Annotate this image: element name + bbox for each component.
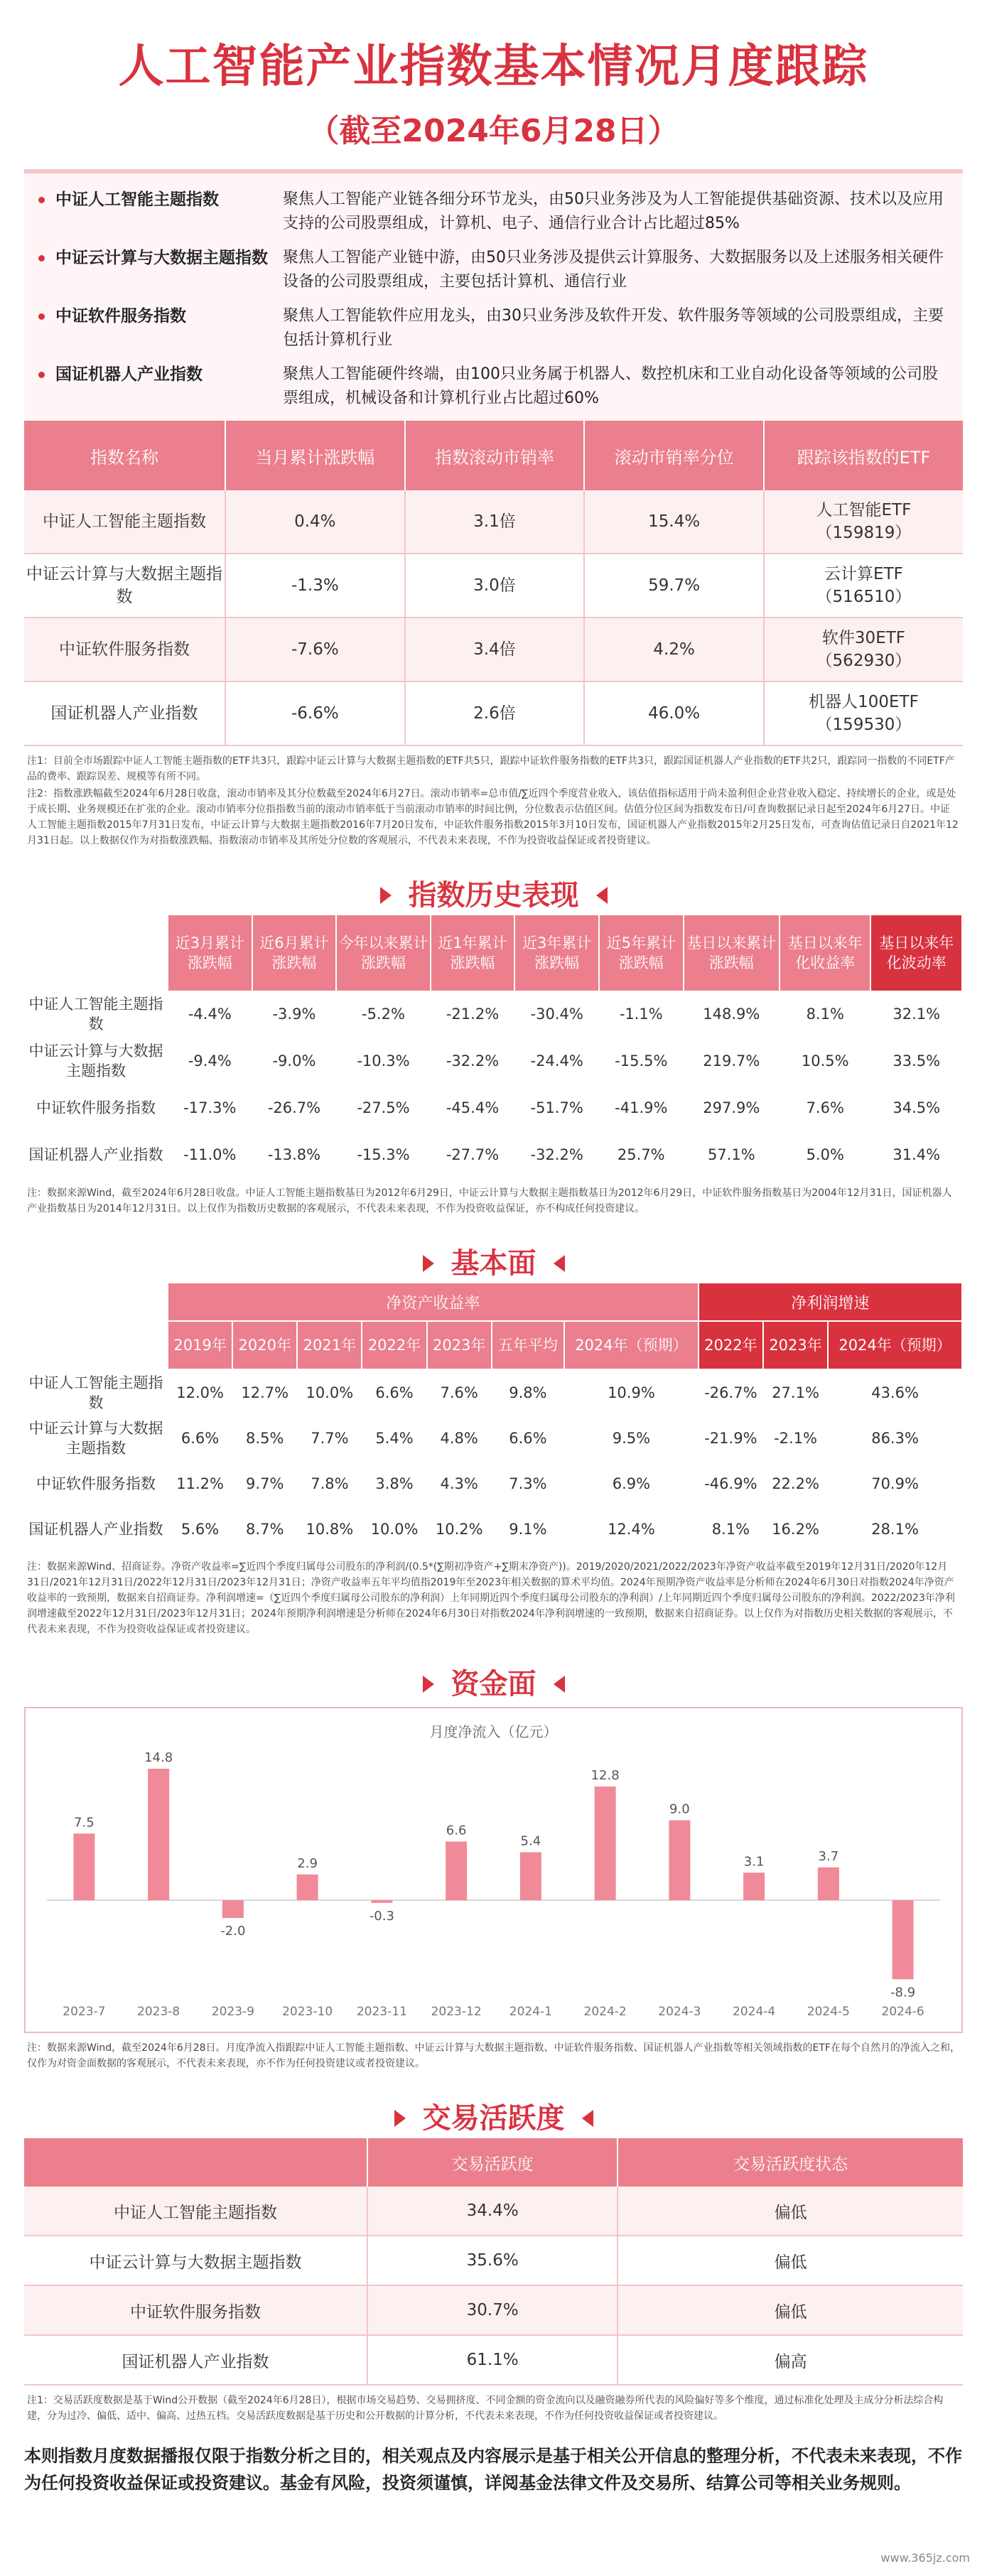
profit-growth-group-header: 净利润增速 xyxy=(699,1283,962,1321)
disclaimer: 本则指数月度数据播报仅限于指数分析之目的，相关观点及内容展示是基于相关公开信息的整理分析，不代表未来表现，不作为任何投资收益保证或投资建议。基金有风险，投资须谨慎，详阅基金法律文件及交易所、结算公司等相关业务规则。 xyxy=(24,2446,962,2493)
etf-code: （159530） xyxy=(816,716,912,734)
table-row xyxy=(24,1131,962,1178)
fundamental-value: 8.5% xyxy=(246,1430,284,1447)
page-subtitle: （截至2024年6月28日） xyxy=(308,113,679,149)
fundamental-value: 27.1% xyxy=(772,1384,819,1401)
ps-percentile: 4.2% xyxy=(584,618,764,681)
overview-header-cell: 跟踪该指数的ETF xyxy=(764,421,963,490)
chart-data-label: 14.8 xyxy=(144,1750,173,1765)
activity-state: 偏高 xyxy=(617,2335,963,2385)
intro-name: 中证云计算与大数据主题指数 xyxy=(38,246,283,294)
fundamentals-note: 注：数据来源Wind、招商证券。净资产收益率=∑近四个季度归属母公司股东的净利润/(0.5*(∑期初净资产+∑期末净资产))。2019/2020/2021/2022/2023年净资产收益率截至2019年12月31日/2020年12月31日/2021年12月31日/2022年12月31日/2023年12月31日；净资产收益率五年平均值指2019年至2023年相关数据的算术平均值。2024年预期净资产收益率是分析师在2024年6月30日对指数2024年净资产收益率的一致预期，数据来自招商证券。净利润增速=（∑近四个季度归属母公司股东的净利润）上年同期近四个季度归属母公司股东的净利润）/上年同期近四个季度归属母公司股东的净利润。2022/2023年净利润增速截至2022年12月31日/2023年12月31日；2024年预期净利润增速是分析师在2024年6月30日对指数2024年净利润增速的一致预期，数据来自招商证券。以上仅作为对指数历史相关数据的客观展示，不代表未来表现，不作为投资收益保证或者投资建议。 xyxy=(27,1561,955,1635)
chart-data-label: -0.3 xyxy=(369,1908,394,1924)
history-value: -5.2% xyxy=(362,1006,405,1023)
section-fundamentals-title: 基本面 xyxy=(423,1241,565,1281)
fundamental-value: 9.7% xyxy=(246,1475,284,1492)
ps-ratio: 3.1倍 xyxy=(405,490,585,554)
monthly-change: 0.4% xyxy=(225,490,405,554)
fund-flow-chart-svg xyxy=(26,1708,961,2029)
section-activity xyxy=(24,2096,963,2138)
ps-ratio: 3.0倍 xyxy=(405,554,585,618)
index-name: 中证人工智能主题指数 xyxy=(28,996,163,1033)
ps-percentile: 46.0% xyxy=(584,681,764,745)
activity-value: 35.6% xyxy=(367,2236,617,2285)
table-row xyxy=(24,490,963,554)
chart-tick-label: 2024-6 xyxy=(881,2005,924,2019)
fundamental-value: 5.6% xyxy=(180,1521,220,1538)
intro-name: 中证软件服务指数 xyxy=(38,304,283,352)
chart-bar xyxy=(446,1842,467,1901)
index-name: 中证云计算与大数据主题指数 xyxy=(24,1038,168,1084)
history-value: -26.7% xyxy=(267,1099,321,1116)
fundamental-value: 8.1% xyxy=(711,1521,750,1538)
chart-bar xyxy=(371,1900,392,1903)
history-value: -15.3% xyxy=(336,1131,430,1178)
roe-year-header: 五年平均 xyxy=(492,1321,564,1369)
section-history xyxy=(24,873,963,915)
fundamental-value: 10.2% xyxy=(435,1521,483,1538)
history-header-cell: 基日以来累计涨跌幅 xyxy=(684,915,780,991)
history-value: 8.1% xyxy=(806,1006,844,1023)
activity-state: 偏低 xyxy=(617,2187,963,2236)
history-header-cell: 基日以来年化波动率 xyxy=(870,915,962,991)
fundamental-value: 7.3% xyxy=(509,1475,547,1492)
etf-code: （516510） xyxy=(816,588,912,606)
etf-name: 云计算ETF xyxy=(824,565,903,583)
index-name: 中证云计算与大数据主题指数 xyxy=(28,1420,163,1457)
history-value: -11.0% xyxy=(168,1131,252,1178)
growth-year-header: 2022年 xyxy=(699,1321,763,1369)
fundamental-value: -21.9% xyxy=(704,1430,757,1447)
monthly-change: -1.3% xyxy=(225,554,405,618)
index-intro xyxy=(24,169,963,421)
history-header-cell: 近5年累计涨跌幅 xyxy=(599,915,684,991)
ps-percentile: 59.7% xyxy=(584,554,764,618)
fundamental-value: -46.9% xyxy=(704,1475,757,1492)
history-header-cell: 近1年累计涨跌幅 xyxy=(431,915,515,991)
etf-cell xyxy=(764,618,963,681)
history-value: -45.4% xyxy=(446,1099,500,1116)
index-name: 国证机器人产业指数 xyxy=(24,2335,367,2385)
intro-name: 中证人工智能主题指数 xyxy=(38,188,283,236)
ps-ratio: 2.6倍 xyxy=(405,681,585,745)
index-name: 中证人工智能主题指数 xyxy=(24,490,225,554)
history-value: -17.3% xyxy=(183,1099,237,1116)
history-header-cell: 今年以来累计涨跌幅 xyxy=(336,915,430,991)
history-value: 25.7% xyxy=(599,1131,684,1178)
roe-year-header: 2024年（预期） xyxy=(564,1321,699,1369)
chart-tick-label: 2024-4 xyxy=(733,2005,776,2019)
overview-header-cell: 指数名称 xyxy=(24,421,225,490)
fundamentals-group-row xyxy=(24,1283,962,1321)
fundamental-value: -26.7% xyxy=(704,1384,757,1401)
chart-bar xyxy=(669,1821,690,1901)
chart-title: 月度净流入（亿元） xyxy=(429,1723,558,1740)
overview-table xyxy=(24,421,963,746)
index-name: 中证人工智能主题指数 xyxy=(24,2187,367,2236)
intro-row xyxy=(24,183,963,242)
index-name: 中证软件服务指数 xyxy=(24,618,225,681)
fundamental-value: 4.3% xyxy=(440,1475,478,1492)
activity-state: 偏低 xyxy=(617,2236,963,2285)
fundamental-value: 9.8% xyxy=(509,1384,547,1401)
watermark: www.365jz.com xyxy=(880,2551,970,2565)
header xyxy=(24,0,963,151)
history-header-cell: 近3月累计涨跌幅 xyxy=(168,915,252,991)
history-value: -30.4% xyxy=(530,1006,583,1023)
page-title: 人工智能产业指数基本情况月度跟踪 xyxy=(118,41,869,93)
history-header-cell: 近3年累计涨跌幅 xyxy=(514,915,599,991)
etf-cell xyxy=(764,681,963,745)
fundamental-value: 3.8% xyxy=(375,1475,414,1492)
etf-name: 机器人100ETF xyxy=(809,693,919,711)
fundamentals-header-blank xyxy=(24,1283,168,1369)
chart-data-label: 9.0 xyxy=(669,1801,690,1817)
chart-tick-label: 2023-9 xyxy=(211,2005,254,2019)
intro-desc: 聚焦人工智能产业链中游，由50只业务涉及提供云计算服务、大数据服务以及上述服务相关硬件设备的公司股票组成，主要包括计算机、通信行业 xyxy=(283,249,944,291)
fundamental-value: 43.6% xyxy=(871,1384,919,1401)
fundamental-value: 7.8% xyxy=(311,1475,349,1492)
chart-bar xyxy=(73,1833,95,1900)
chart-bar xyxy=(148,1769,169,1900)
chart-data-label: 12.8 xyxy=(590,1768,620,1783)
ps-percentile: 15.4% xyxy=(584,490,764,554)
activity-header-row xyxy=(24,2138,963,2187)
fundamental-value: 11.2% xyxy=(176,1475,224,1492)
chart-bar xyxy=(892,1900,914,1979)
chart-tick-label: 2024-3 xyxy=(658,2005,701,2019)
fundamental-value: 10.8% xyxy=(306,1521,354,1538)
history-value: -32.2% xyxy=(431,1038,515,1084)
history-value: 7.6% xyxy=(806,1099,844,1116)
chart-bar xyxy=(818,1868,839,1900)
history-value: 148.9% xyxy=(703,1006,760,1023)
intro-row xyxy=(24,358,963,416)
intro-desc: 聚焦人工智能软件应用龙头，由30只业务涉及软件开发、软件服务等领域的公司股票组成，主要包括计算机行业 xyxy=(283,307,944,349)
section-history-title: 指数历史表现 xyxy=(380,873,608,913)
chart-data-label: -8.9 xyxy=(890,1985,916,2000)
fundamental-value: 10.0% xyxy=(370,1521,419,1538)
overview-header-cell: 指数滚动市销率 xyxy=(405,421,585,490)
activity-note: 注1：交易活跃度数据是基于Wind公开数据（截至2024年6月28日），根据市场交易趋势、交易拥挤度、不同金额的资金流向以及融资融券所代表的风险偏好等多个维度，通过标准化处理及主成分分析法综合构建，分为过冷、偏低、适中、偏高、过热五档。交易活跃度数据是基于历史和公开数据的计算分析，不代表未来表现，不作为任何投资收益保证或者投资建议。 xyxy=(27,2395,944,2422)
history-value: -51.7% xyxy=(530,1099,583,1116)
history-value: 33.5% xyxy=(870,1038,962,1084)
chart-data-label: -2.0 xyxy=(220,1924,246,1939)
fundamental-value: 6.6% xyxy=(180,1430,220,1447)
table-row xyxy=(24,681,963,745)
chart-data-label: 3.7 xyxy=(818,1848,839,1864)
history-value: -24.4% xyxy=(514,1038,599,1084)
section-fundamentals xyxy=(24,1241,963,1283)
chart-bar xyxy=(222,1900,244,1918)
fundamental-value: 12.0% xyxy=(176,1384,224,1401)
history-value: -41.9% xyxy=(615,1099,668,1116)
history-value: -3.9% xyxy=(272,1006,316,1023)
history-header-row xyxy=(24,915,962,991)
chart-tick-label: 2023-7 xyxy=(63,2005,106,2019)
fundamental-value: 86.3% xyxy=(871,1430,919,1447)
chart-tick-label: 2024-2 xyxy=(583,2005,627,2019)
fundamental-value: 6.9% xyxy=(612,1475,651,1492)
etf-cell xyxy=(764,554,963,618)
history-table xyxy=(24,915,963,1178)
activity-value: 30.7% xyxy=(367,2285,617,2335)
etf-name: 软件30ETF xyxy=(821,629,905,647)
overview-note-1: 注1：目前全市场跟踪中证人工智能主题指数的ETF共3只，跟踪中证云计算与大数据主题指数的ETF共5只，跟踪中证软件服务指数的ETF共3只，跟踪国证机器人产业指数的ETF共2只，跟踪同一指数的不同ETF产品的费率、跟踪误差、规模等有所不同。 xyxy=(27,755,955,782)
fundamental-value: 6.6% xyxy=(509,1430,547,1447)
table-row xyxy=(24,554,963,618)
fundamental-value: 10.9% xyxy=(608,1384,655,1401)
growth-year-header: 2024年（预期） xyxy=(828,1321,962,1369)
chart-bar xyxy=(743,1872,765,1900)
history-value: 10.5% xyxy=(780,1038,870,1084)
chart-bar xyxy=(595,1787,616,1900)
table-row xyxy=(24,2335,963,2385)
history-value: 32.1% xyxy=(892,1006,941,1023)
index-name: 国证机器人产业指数 xyxy=(28,1521,163,1538)
fundamental-value: 4.8% xyxy=(440,1430,478,1447)
chart-bar xyxy=(297,1875,318,1900)
history-header-blank xyxy=(24,915,168,991)
intro-row xyxy=(24,300,963,358)
intro-row xyxy=(24,242,963,300)
funds-note: 注：数据来源Wind，截至2024年6月28日。月度净流入指跟踪中证人工智能主题指数、中证云计算与大数据主题指数、中证软件服务指数、国证机器人产业指数等相关领域指数的ETF在每个自然月的净流入之和，仅作为对资金面数据的客观展示，不代表未来表现，亦不作为任何投资建议或者投资建议。 xyxy=(27,2042,960,2069)
history-value: -15.5% xyxy=(599,1038,684,1084)
history-value: -21.2% xyxy=(446,1006,500,1023)
chart-tick-label: 2023-8 xyxy=(137,2005,180,2019)
growth-year-header: 2023年 xyxy=(763,1321,828,1369)
chart-data-label: 7.5 xyxy=(74,1815,95,1831)
table-row xyxy=(24,1461,962,1507)
overview-header-row xyxy=(24,421,963,490)
roe-group-header: 净资产收益率 xyxy=(168,1283,699,1321)
chart-data-label: 2.9 xyxy=(297,1855,318,1871)
roe-year-header: 2020年 xyxy=(232,1321,297,1369)
fundamental-value: 16.2% xyxy=(772,1521,819,1538)
section-funds-title: 资金面 xyxy=(423,1661,565,1702)
fundamental-value: 28.1% xyxy=(871,1521,919,1538)
chart-data-label: 5.4 xyxy=(520,1833,541,1849)
table-row xyxy=(24,2187,963,2236)
ps-ratio: 3.4倍 xyxy=(405,618,585,681)
index-name: 中证软件服务指数 xyxy=(36,1475,156,1492)
history-value: -10.3% xyxy=(336,1038,430,1084)
fundamental-value: 9.5% xyxy=(612,1430,651,1447)
history-value: 34.5% xyxy=(892,1099,941,1116)
activity-header-cell: 交易活跃度状态 xyxy=(617,2138,963,2187)
fundamental-value: 70.9% xyxy=(871,1475,919,1492)
index-name: 中证云计算与大数据主题指数 xyxy=(24,2236,367,2285)
chart-tick-label: 2023-12 xyxy=(431,2005,482,2019)
history-value: 5.0% xyxy=(780,1131,870,1178)
chart-bar xyxy=(520,1853,541,1901)
index-name: 中证云计算与大数据主题指数 xyxy=(24,554,225,618)
table-row xyxy=(24,2236,963,2285)
history-value: 31.4% xyxy=(870,1131,962,1178)
overview-header-cell: 当月累计涨跌幅 xyxy=(225,421,405,490)
table-row xyxy=(24,2285,963,2335)
fundamental-value: 10.0% xyxy=(306,1384,354,1401)
table-row xyxy=(24,1084,962,1131)
intro-name: 国证机器人产业指数 xyxy=(38,362,283,411)
history-note: 注：数据来源Wind，截至2024年6月28日收盘。中证人工智能主题指数基日为2012年6月29日，中证云计算与大数据主题指数基日为2012年6月29日，中证软件服务指数基日为2004年12月31日，国证机器人产业指数基日为2014年12月31日。以上仅作为指数历史数据的客观展示，不代表未来表现，不作为投资收益保证，亦不构成任何投资建议。 xyxy=(27,1187,952,1214)
fundamental-value: 12.7% xyxy=(241,1384,289,1401)
history-value: -13.8% xyxy=(252,1131,337,1178)
roe-year-header: 2021年 xyxy=(297,1321,362,1369)
index-name: 中证人工智能主题指数 xyxy=(28,1374,163,1411)
chart-tick-label: 2023-11 xyxy=(356,2005,407,2019)
monthly-change: -7.6% xyxy=(225,618,405,681)
roe-year-header: 2023年 xyxy=(427,1321,492,1369)
fundamental-value: 9.1% xyxy=(509,1521,547,1538)
etf-name: 人工智能ETF xyxy=(816,501,912,519)
history-header-cell: 基日以来年化收益率 xyxy=(780,915,870,991)
activity-value: 34.4% xyxy=(367,2187,617,2236)
history-value: -9.4% xyxy=(168,1038,252,1084)
overview-header-cell: 滚动市销率分位 xyxy=(584,421,764,490)
history-value: 297.9% xyxy=(703,1099,760,1116)
table-row xyxy=(24,1416,962,1461)
index-name: 国证机器人产业指数 xyxy=(24,681,225,745)
table-row xyxy=(24,1507,962,1552)
chart-data-label: 6.6 xyxy=(446,1823,467,1838)
activity-table xyxy=(24,2138,963,2386)
table-row xyxy=(24,991,962,1038)
chart-tick-label: 2024-1 xyxy=(509,2005,552,2019)
history-value: -1.1% xyxy=(619,1006,663,1023)
chart-data-label: 3.1 xyxy=(743,1854,765,1870)
fundamental-value: 12.4% xyxy=(608,1521,655,1538)
etf-code: （562930） xyxy=(816,652,912,670)
section-funds xyxy=(24,1661,963,1704)
table-row xyxy=(24,1369,962,1416)
fundamental-value: 6.6% xyxy=(375,1384,414,1401)
fundamental-value: -2.1% xyxy=(774,1430,818,1447)
intro-desc: 聚焦人工智能硬件终端，由100只业务属于机器人、数控机床和工业自动化设备等领域的公司股票组成，机械设备和计算机行业占比超过60% xyxy=(283,365,938,407)
history-value: -27.5% xyxy=(357,1099,410,1116)
fundamental-value: 5.4% xyxy=(375,1430,414,1447)
activity-header-cell xyxy=(24,2138,367,2187)
activity-state: 偏低 xyxy=(617,2285,963,2335)
chart-tick-label: 2023-10 xyxy=(282,2005,333,2019)
roe-year-header: 2019年 xyxy=(168,1321,232,1369)
history-value: -4.4% xyxy=(188,1006,232,1023)
activity-header-cell: 交易活跃度 xyxy=(367,2138,617,2187)
index-name: 中证软件服务指数 xyxy=(24,2285,367,2335)
fundamental-value: 7.7% xyxy=(311,1430,349,1447)
fundamental-value: 7.6% xyxy=(440,1384,478,1401)
fundamental-value: 8.7% xyxy=(246,1521,284,1538)
etf-cell xyxy=(764,490,963,554)
chart-tick-label: 2024-5 xyxy=(807,2005,850,2019)
monthly-change: -6.6% xyxy=(225,681,405,745)
history-value: -27.7% xyxy=(431,1131,515,1178)
history-value: -32.2% xyxy=(514,1131,599,1178)
index-name: 中证软件服务指数 xyxy=(36,1099,156,1116)
table-row xyxy=(24,1038,962,1084)
history-header-cell: 近6月累计涨跌幅 xyxy=(252,915,337,991)
etf-code: （159819） xyxy=(816,524,912,542)
history-value: -9.0% xyxy=(252,1038,337,1084)
history-value: 219.7% xyxy=(684,1038,780,1084)
section-activity-title: 交易活跃度 xyxy=(394,2096,593,2136)
index-name: 国证机器人产业指数 xyxy=(24,1131,168,1178)
fund-flow-chart xyxy=(24,1707,963,2033)
fundamental-value: 22.2% xyxy=(772,1475,819,1492)
activity-value: 61.1% xyxy=(367,2335,617,2385)
history-value: 57.1% xyxy=(684,1131,780,1178)
intro-desc: 聚焦人工智能产业链各细分环节龙头，由50只业务涉及为人工智能提供基础资源、技术以及应用支持的公司股票组成，计算机、电子、通信行业合计占比超过85% xyxy=(283,190,944,232)
fundamentals-table xyxy=(24,1283,963,1552)
table-row xyxy=(24,618,963,681)
roe-year-header: 2022年 xyxy=(362,1321,426,1369)
overview-note-2: 注2：指数涨跌幅截至2024年6月28日收盘，滚动市销率及其分位数截至2024年6月27日。滚动市销率=总市值/∑近四个季度营业收入，该估值指标适用于尚未盈利但企业营业收入稳定、持续增长的企业，或是处于成长期、业务规模还在扩张的企业。滚动市销率分位指指数当前的滚动市销率低于当前滚动市销率的时间比例，分位数表示估值区间。估值分位区间为指数发布日/可查询数据记录日起至2024年6月27日。中证人工智能主题指数2015年7月31日发布，中证云计算与大数据主题指数2016年7月20日发布，中证软件服务指数2015年3月10日发布，国证机器人产业指数2015年2月25日发布，可查询估值记录日自2021年12月31日起。以上数据仅作为对指数涨跌幅、指数滚动市销率及其所处分位数的客观展示，不代表未来表现，不作为投资收益保证或者投资建议。 xyxy=(27,788,959,846)
